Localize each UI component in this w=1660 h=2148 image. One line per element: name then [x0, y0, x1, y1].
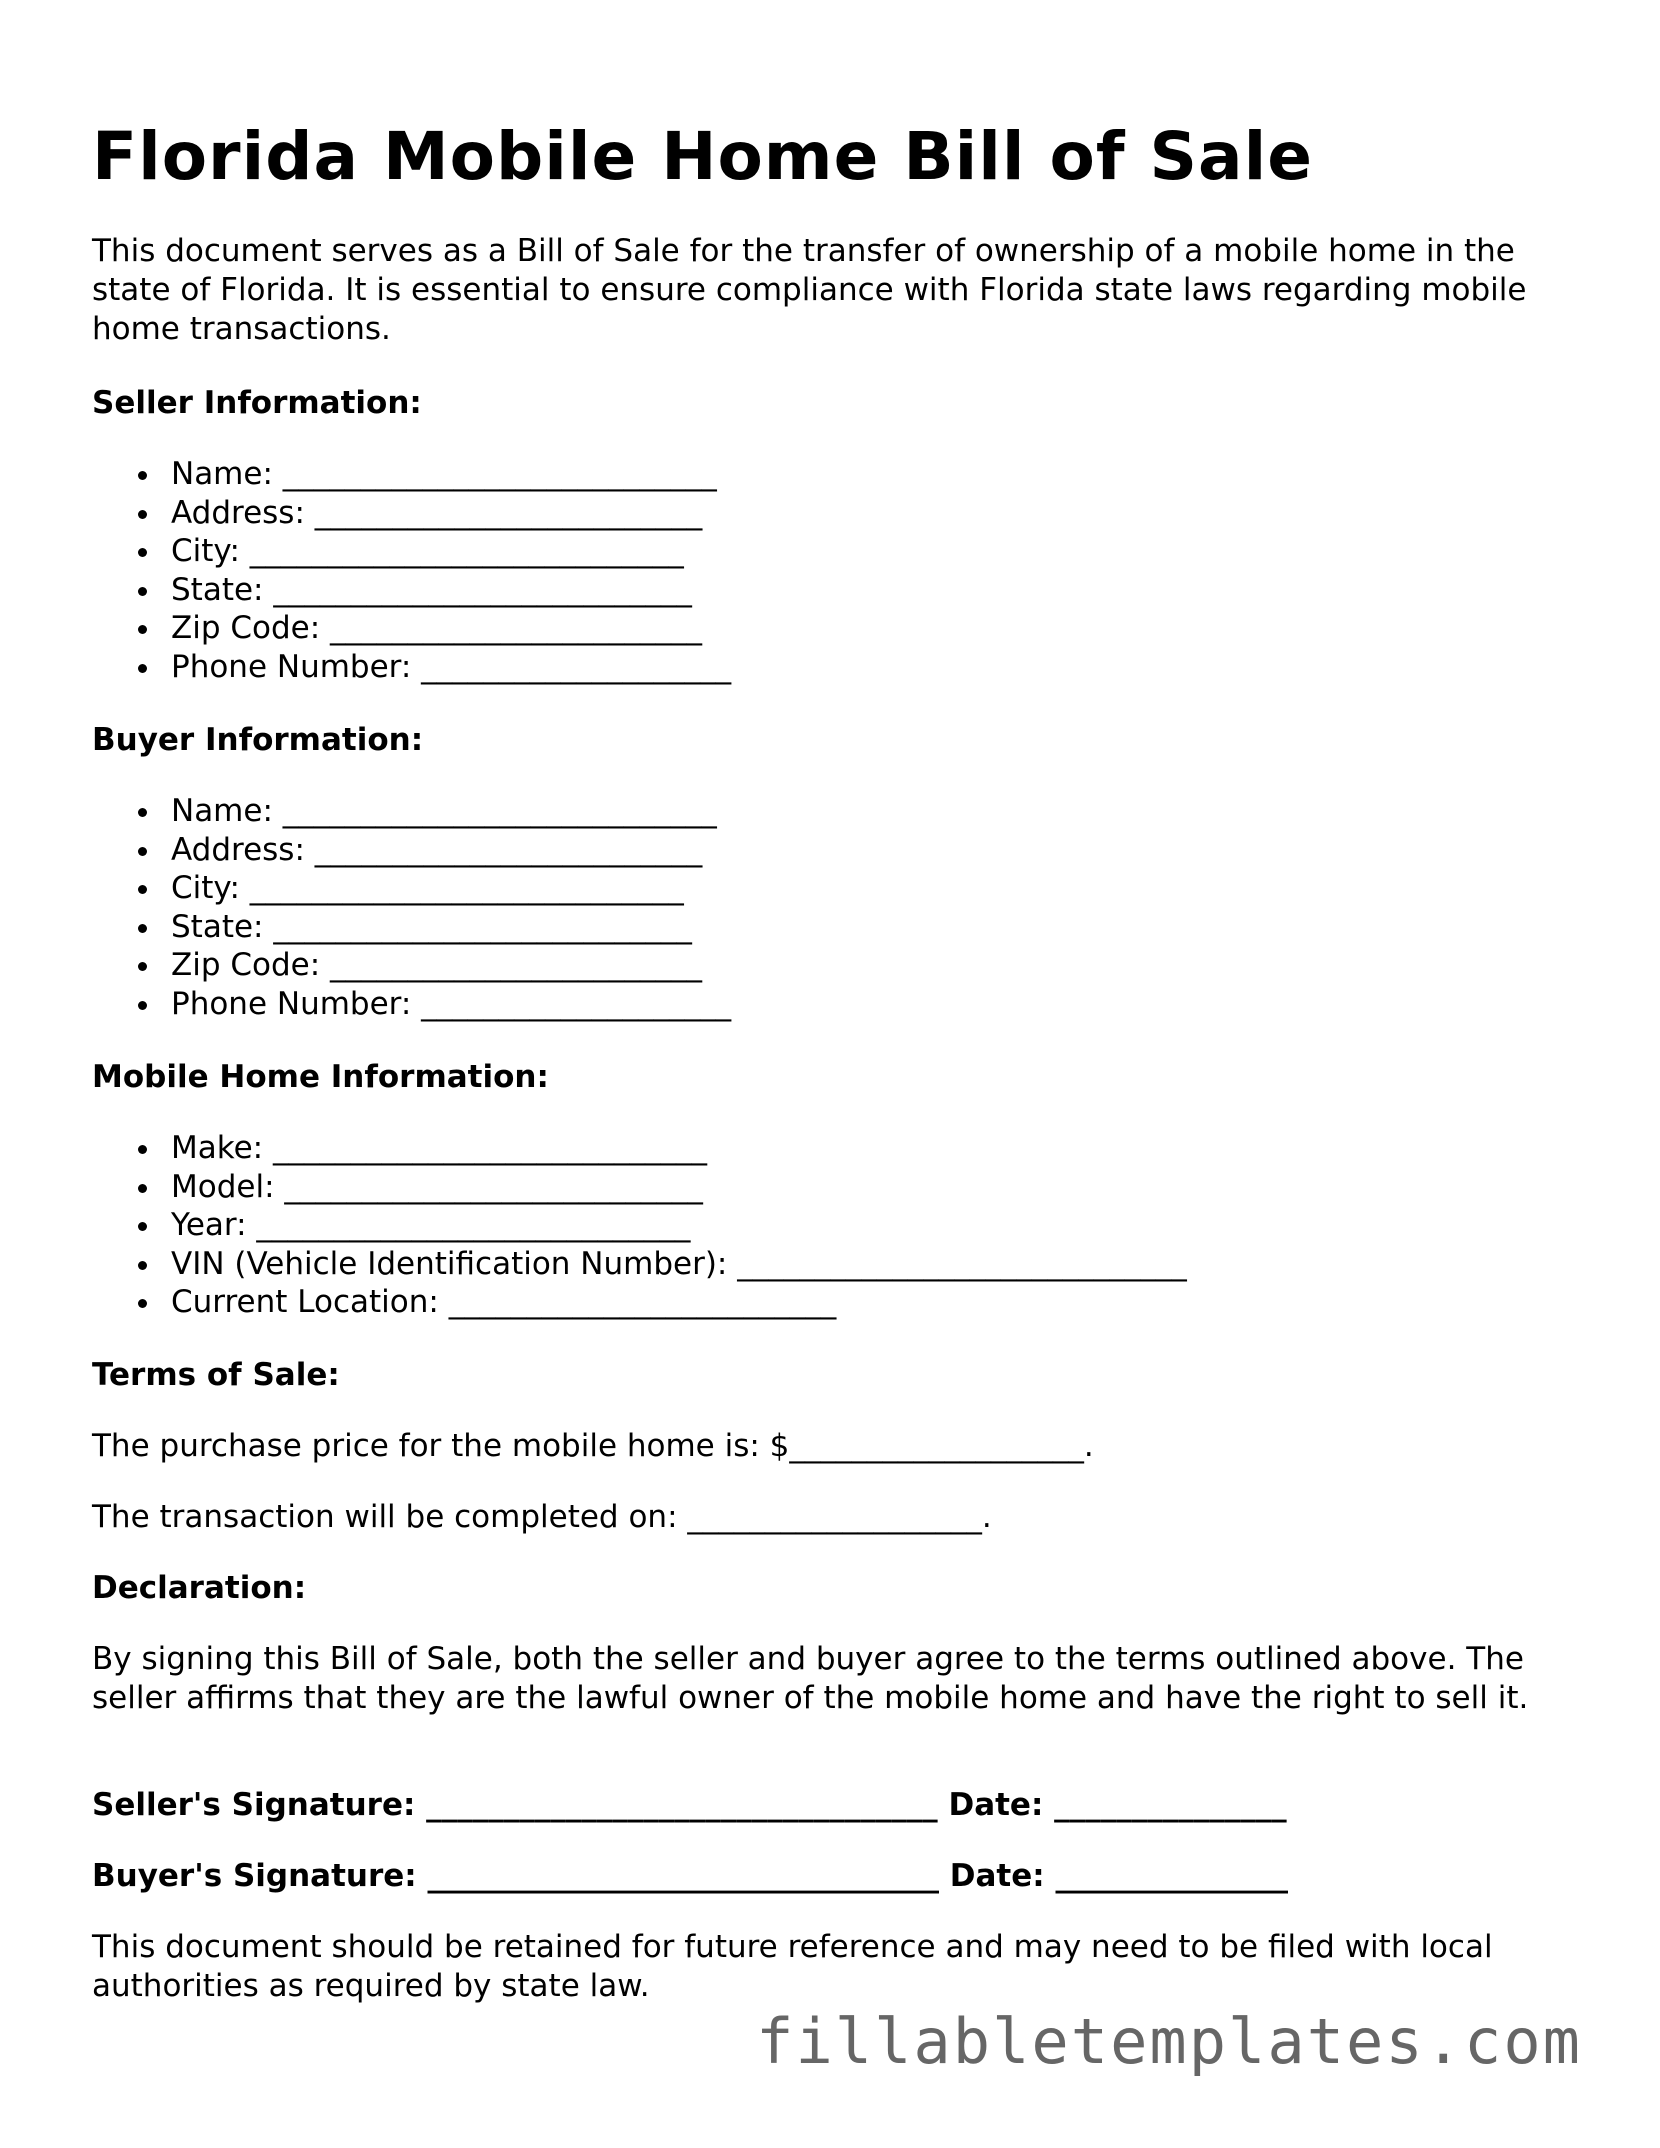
buyer-address-field[interactable]: Address: _________________________: [171, 831, 731, 870]
purchase-price-line[interactable]: The purchase price for the mobile home is: $___________________.: [92, 1428, 1094, 1464]
seller-fields-list: [92, 455, 731, 687]
footer-note: This document should be retained for future reference and may need to be filed with local authorities as required by state law.: [92, 1929, 1493, 2004]
buyer-phone-field[interactable]: Phone Number: ____________________: [171, 985, 732, 1022]
declaration-text: By signing this Bill of Sale, both the seller and buyer agree to the terms outlined above. The seller affirms that they are the lawful owner of the mobile home and have the right to sell it.: [92, 1641, 1529, 1716]
seller-name-field[interactable]: Name: ____________________________: [171, 455, 731, 494]
home-year-field[interactable]: Year: ____________________________: [171, 1206, 1187, 1245]
buyer-city-field[interactable]: City: ____________________________: [171, 869, 731, 908]
buyer-state-field[interactable]: State: ___________________________: [171, 908, 731, 947]
seller-heading: Seller Information:: [92, 385, 422, 421]
watermark: fillabletemplates.com: [756, 2005, 1582, 2078]
home-make-field[interactable]: Make: ____________________________: [171, 1129, 1187, 1168]
seller-signature-line[interactable]: Seller's Signature: _________________________________ Date: _______________: [92, 1787, 1287, 1823]
home-location-field[interactable]: Current Location: _________________________: [171, 1283, 1187, 1322]
seller-zip-field[interactable]: Zip Code: ________________________: [171, 609, 731, 648]
buyer-signature-line[interactable]: Buyer's Signature: _________________________________ Date: _______________: [92, 1858, 1288, 1894]
intro-paragraph: This document serves as a Bill of Sale for the transfer of ownership of a mobile home in the state of Florida. It is essential to ensure compliance with Florida state laws regarding mobile home transactions.: [92, 233, 1527, 347]
seller-city-field[interactable]: City: ____________________________: [171, 532, 731, 571]
buyer-zip-field[interactable]: Zip Code: ________________________: [171, 946, 731, 985]
page-title: Florida Mobile Home Bill of Sale: [92, 118, 1313, 195]
terms-heading: Terms of Sale:: [92, 1357, 340, 1393]
buyer-heading: Buyer Information:: [92, 722, 424, 758]
home-fields-list: [92, 1129, 1187, 1322]
home-vin-field[interactable]: VIN (Vehicle Identification Number): _____________________________: [171, 1245, 1187, 1282]
buyer-fields-list: [92, 792, 731, 1024]
completion-date-line[interactable]: The transaction will be completed on: ___________________.: [92, 1499, 992, 1535]
seller-phone-field[interactable]: Phone Number: ____________________: [171, 648, 732, 685]
declaration-heading: Declaration:: [92, 1570, 307, 1606]
seller-address-field[interactable]: Address: _________________________: [171, 494, 731, 533]
home-heading: Mobile Home Information:: [92, 1059, 549, 1095]
home-model-field[interactable]: Model: ___________________________: [171, 1168, 1187, 1207]
buyer-name-field[interactable]: Name: ____________________________: [171, 792, 731, 831]
seller-state-field[interactable]: State: ___________________________: [171, 571, 731, 610]
